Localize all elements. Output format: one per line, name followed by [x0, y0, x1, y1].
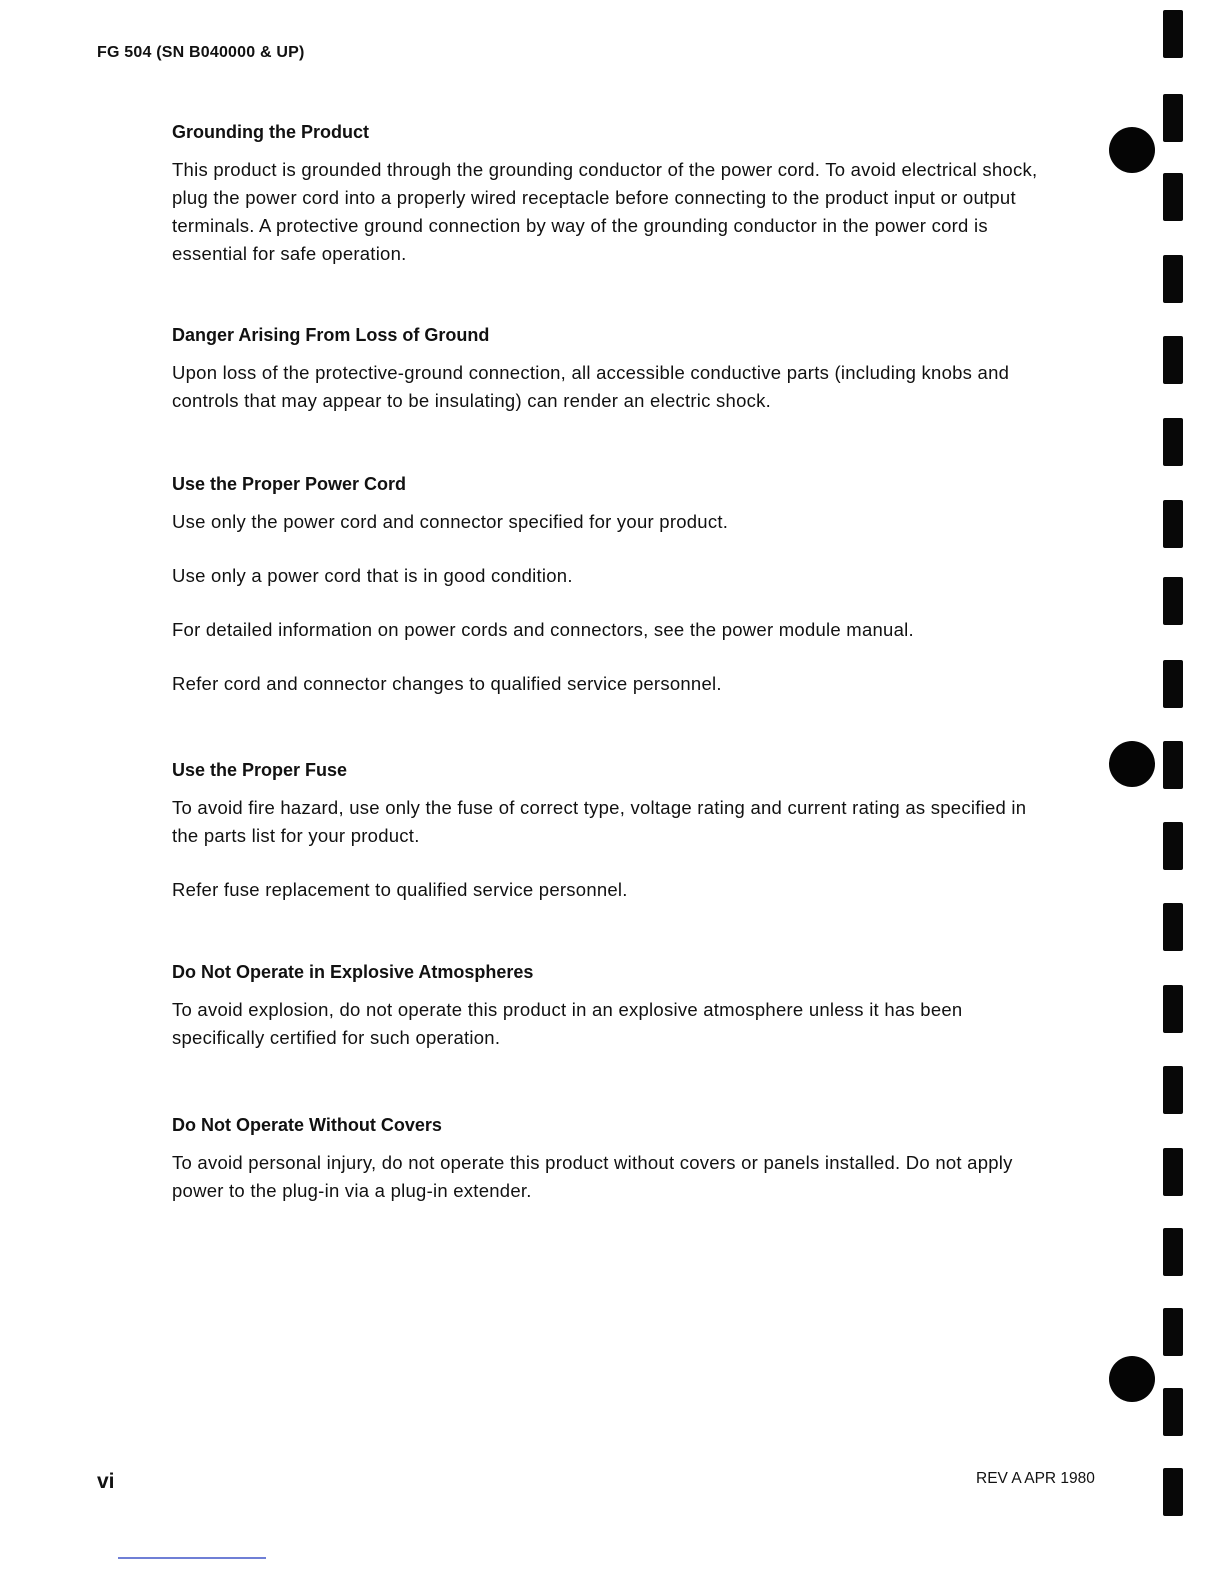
binder-slot — [1163, 822, 1183, 870]
binder-slot — [1163, 1308, 1183, 1356]
section-paragraph: Use only a power cord that is in good condition. — [172, 565, 573, 586]
binder-slot — [1163, 10, 1183, 58]
binder-slot — [1163, 336, 1183, 384]
binder-slot — [1163, 903, 1183, 951]
binder-hole — [1109, 127, 1155, 173]
section-paragraph: Refer fuse replacement to qualified service personnel. — [172, 879, 628, 900]
section-heading: Do Not Operate Without Covers — [172, 1115, 442, 1135]
section-paragraph: This product is grounded through the grounding conductor of the power cord. To avoid electrical shock, plug the power cord into a properly wired receptacle before connecting to the product input or output terminals. A protective ground connection by way of the grounding conductor in the power cord is essential for safe operation. — [172, 159, 1038, 264]
section-power-cord — [172, 472, 1052, 698]
binder-slot — [1163, 1148, 1183, 1196]
section-paragraph: To avoid explosion, do not operate this product in an explosive atmosphere unless it has been specifically certified for such operation. — [172, 999, 963, 1048]
binder-slot — [1163, 741, 1183, 789]
scan-artifact-line — [118, 1557, 266, 1559]
binder-slot — [1163, 94, 1183, 142]
binder-slot — [1163, 985, 1183, 1033]
section-heading: Do Not Operate in Explosive Atmospheres — [172, 962, 534, 982]
section-heading: Use the Proper Power Cord — [172, 474, 407, 494]
binder-slot — [1163, 500, 1183, 548]
section-grounding — [172, 120, 1052, 268]
binder-slot — [1163, 173, 1183, 221]
section-paragraph: Use only the power cord and connector specified for your product. — [172, 511, 729, 532]
section-proper-fuse — [172, 758, 1052, 904]
binder-hole — [1109, 1356, 1155, 1402]
section-paragraph: Refer cord and connector changes to qualified service personnel. — [172, 673, 722, 694]
page-header: FG 504 (SN B040000 & UP) — [97, 44, 305, 61]
section-heading: Grounding the Product — [172, 122, 369, 142]
binder-slot — [1163, 1388, 1183, 1436]
revision-label: REV A APR 1980 — [976, 1470, 1095, 1487]
binder-slot — [1163, 577, 1183, 625]
binder-slot — [1163, 1066, 1183, 1114]
section-without-covers — [172, 1113, 1052, 1205]
binder-slot — [1163, 660, 1183, 708]
section-paragraph: To avoid personal injury, do not operate this product without covers or panels installed. Do not apply power to the plug-in via a plug-in extender. — [172, 1152, 1013, 1201]
page-number: vi — [97, 1470, 115, 1493]
section-explosive-atmospheres — [172, 960, 1052, 1052]
section-paragraph: For detailed information on power cords and connectors, see the power module manual. — [172, 619, 914, 640]
binder-slot — [1163, 1228, 1183, 1276]
binder-slot — [1163, 255, 1183, 303]
section-heading: Use the Proper Fuse — [172, 760, 348, 780]
section-loss-of-ground — [172, 323, 1052, 415]
section-paragraph: Upon loss of the protective-ground connection, all accessible conductive parts (including knobs and controls that may appear to be insulating) can render an electric shock. — [172, 362, 1010, 411]
section-paragraph: To avoid fire hazard, use only the fuse of correct type, voltage rating and current rating as specified in the parts list for your product. — [172, 797, 1027, 846]
section-heading: Danger Arising From Loss of Ground — [172, 325, 490, 345]
binder-hole — [1109, 741, 1155, 787]
binder-slot — [1163, 418, 1183, 466]
binder-slot — [1163, 1468, 1183, 1516]
